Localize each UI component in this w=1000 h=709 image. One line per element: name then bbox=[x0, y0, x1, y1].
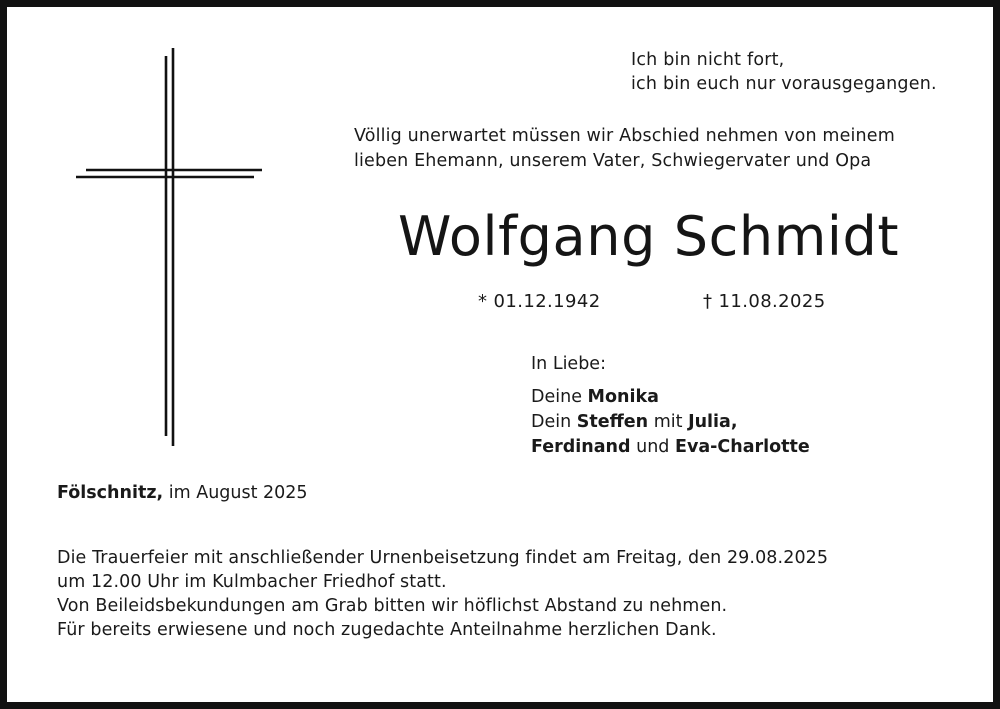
mourner-text: und bbox=[636, 437, 670, 457]
notice-line: Die Trauerfeier mit anschließender Urnenbeisetzung findet am Freitag, den 29.08.2025 bbox=[57, 548, 829, 568]
intro-text bbox=[354, 124, 895, 174]
deceased-name: Wolfgang Schmidt bbox=[398, 205, 900, 268]
intro-line: Völlig unerwartet müssen wir Abschied nehmen von meinem bbox=[354, 126, 895, 146]
mourner-name: Eva-Charlotte bbox=[674, 437, 810, 457]
mourner-text: mit bbox=[653, 412, 683, 432]
poem-line: ich bin euch nur vorausgegangen. bbox=[631, 74, 937, 94]
notice-line: Für bereits erwiesene und noch zugedachte Anteilnahme herzlichen Dank. bbox=[57, 620, 717, 640]
death-date: † 11.08.2025 bbox=[703, 291, 826, 312]
mourner-name: Ferdinand bbox=[531, 437, 631, 457]
poem bbox=[631, 48, 937, 96]
poem-line: Ich bin nicht fort, bbox=[631, 50, 785, 70]
birth-date: * 01.12.1942 bbox=[478, 291, 601, 312]
place-date bbox=[57, 481, 308, 505]
mourner-line bbox=[531, 435, 810, 460]
intro-line: lieben Ehemann, unserem Vater, Schwiegervater und Opa bbox=[354, 151, 872, 171]
mourner-name: Julia, bbox=[688, 412, 738, 432]
mourner-name: Monika bbox=[587, 387, 659, 407]
mourner-name: Steffen bbox=[576, 412, 649, 432]
cross-icon bbox=[74, 46, 262, 446]
notice-line: Von Beileidsbekundungen am Grab bitten wir höflichst Abstand zu nehmen. bbox=[57, 596, 728, 616]
place-month: im August 2025 bbox=[168, 483, 308, 503]
notice-line: um 12.00 Uhr im Kulmbacher Friedhof statt. bbox=[57, 572, 447, 592]
mourner-line bbox=[531, 385, 810, 410]
mourner-line bbox=[531, 410, 810, 435]
mourners-heading: In Liebe: bbox=[531, 354, 606, 374]
mourners-block bbox=[531, 352, 810, 460]
mourner-text: Dein bbox=[531, 412, 572, 432]
place-town: Fölschnitz, bbox=[57, 483, 164, 503]
funeral-notice bbox=[57, 546, 828, 642]
mourner-text: Deine bbox=[531, 387, 582, 407]
